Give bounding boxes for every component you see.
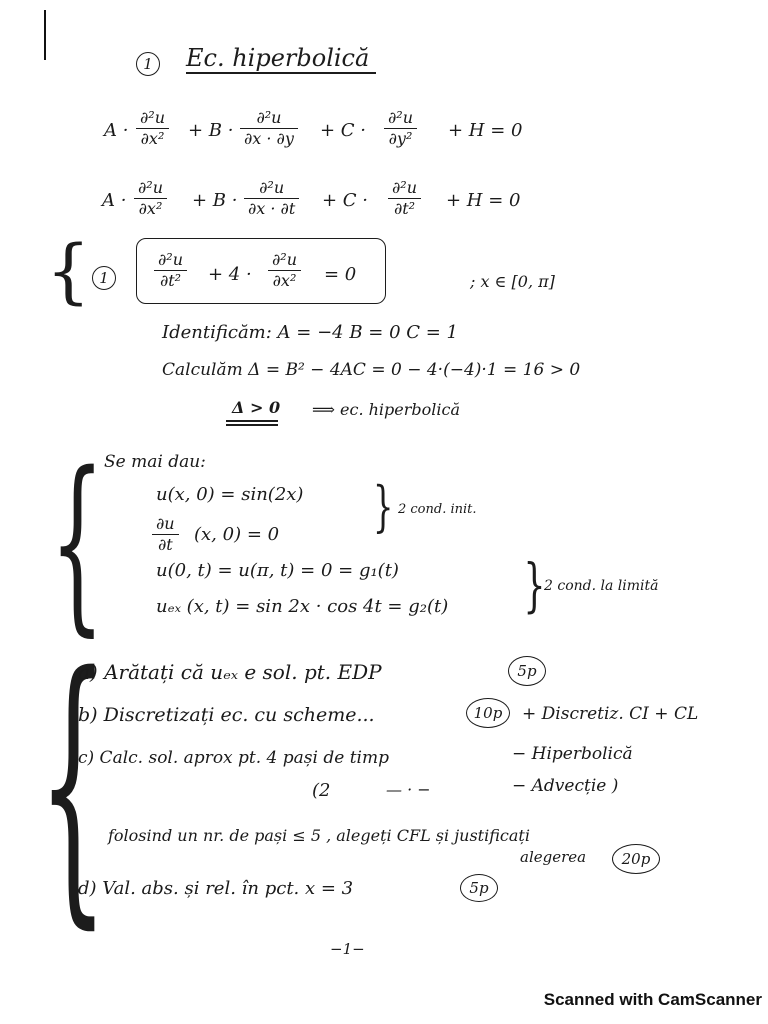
- initial-condition-2: (x, 0) = 0: [194, 524, 280, 545]
- left-brace-given: {: [50, 432, 105, 653]
- task-c-sub-dash: — · −: [386, 780, 431, 799]
- coef-c: + C ·: [320, 120, 367, 141]
- fraction-d2u-dy2: ∂²u ∂y²: [384, 108, 417, 149]
- right-brace-bc: }: [523, 551, 546, 619]
- task-d: d) Val. abs. și rel. în pct. x = 3: [78, 878, 354, 899]
- left-brace-problem: {: [46, 230, 91, 312]
- task-c-note-2: alegerea: [520, 848, 587, 866]
- equals-zero: = 0: [324, 264, 357, 285]
- problem-number: 1: [92, 266, 116, 290]
- delta-underline-2: [226, 424, 278, 426]
- task-c-points: 20p: [612, 844, 660, 874]
- conclusion-hyperbolic: ⟹ ec. hiperbolică: [312, 400, 461, 419]
- boundary-condition-1: u(0, t) = u(π, t) = 0 = g₁(t): [156, 560, 399, 581]
- term-h: + H = 0: [448, 120, 523, 141]
- fraction-d2u-dx2: ∂²u ∂x²: [268, 250, 301, 291]
- coefficient-4: + 4 ·: [208, 264, 252, 285]
- task-a: a) Arătați că uₑₓ e sol. pt. EDP: [78, 660, 382, 684]
- boundary-conditions-label: 2 cond. la limită: [544, 578, 659, 594]
- discriminant-calc: Calculăm Δ = B² − 4AC = 0 − 4·(−4)·1 = 16 > 0: [162, 360, 581, 380]
- task-b-extra: + Discretiz. CI + CL: [522, 704, 699, 724]
- initial-conditions-label: 2 cond. init.: [398, 502, 477, 517]
- fraction-d2u-dt2: ∂²u ∂t²: [154, 250, 187, 291]
- delta-underline-1: [226, 420, 278, 422]
- coef-b: + B ·: [192, 190, 238, 211]
- identify-coefficients: Identificăm: A = −4 B = 0 C = 1: [162, 322, 458, 343]
- given-intro: Se mai dau:: [104, 452, 206, 472]
- fraction-d2u-dx2: ∂²u ∂x²: [136, 108, 169, 149]
- camscanner-watermark: Scanned with CamScanner: [543, 990, 762, 1009]
- domain-interval: ; x ∈ [0, π]: [470, 272, 555, 291]
- coef-a: A ·: [102, 190, 127, 211]
- term-h: + H = 0: [446, 190, 521, 211]
- exact-solution: uₑₓ (x, t) = sin 2x · cos 4t = g₂(t): [156, 596, 449, 617]
- fraction-d2u-dxdy: ∂²u ∂x · ∂y: [240, 108, 298, 149]
- delta-positive: Δ > 0: [232, 398, 281, 417]
- left-brace-tasks: {: [38, 616, 109, 953]
- initial-condition-1: u(x, 0) = sin(2x): [156, 484, 304, 505]
- task-a-points: 5p: [508, 656, 546, 686]
- fraction-du-dt: ∂u ∂t: [152, 514, 179, 555]
- task-c-hyperbolic: − Hiperbolică: [512, 744, 633, 764]
- page-title: Ec. hiperbolică: [186, 44, 370, 72]
- margin-stroke: [44, 10, 46, 60]
- right-brace-ic: }: [372, 475, 394, 538]
- task-c-advection: − Advecție ): [512, 776, 619, 796]
- task-c: c) Calc. sol. aprox pt. 4 pași de timp: [78, 748, 389, 768]
- coef-c: + C ·: [322, 190, 369, 211]
- title-underline: [186, 72, 376, 74]
- fraction-d2u-dx2: ∂²u ∂x²: [134, 178, 167, 219]
- task-c-sub-left: (2: [312, 780, 331, 801]
- task-b-points: 10p: [466, 698, 510, 728]
- fraction-d2u-dxdt: ∂²u ∂x · ∂t: [244, 178, 299, 219]
- fraction-d2u-dt2: ∂²u ∂t²: [388, 178, 421, 219]
- task-c-note: folosind un nr. de pași ≤ 5 , alegeți CFL și justificați: [108, 826, 530, 845]
- task-d-points: 5p: [460, 874, 498, 902]
- page-number: −1−: [330, 940, 365, 958]
- task-b: b) Discretizați ec. cu scheme...: [78, 704, 375, 726]
- coef-a: A ·: [104, 120, 129, 141]
- section-number: 1: [136, 52, 160, 76]
- coef-b: + B ·: [188, 120, 234, 141]
